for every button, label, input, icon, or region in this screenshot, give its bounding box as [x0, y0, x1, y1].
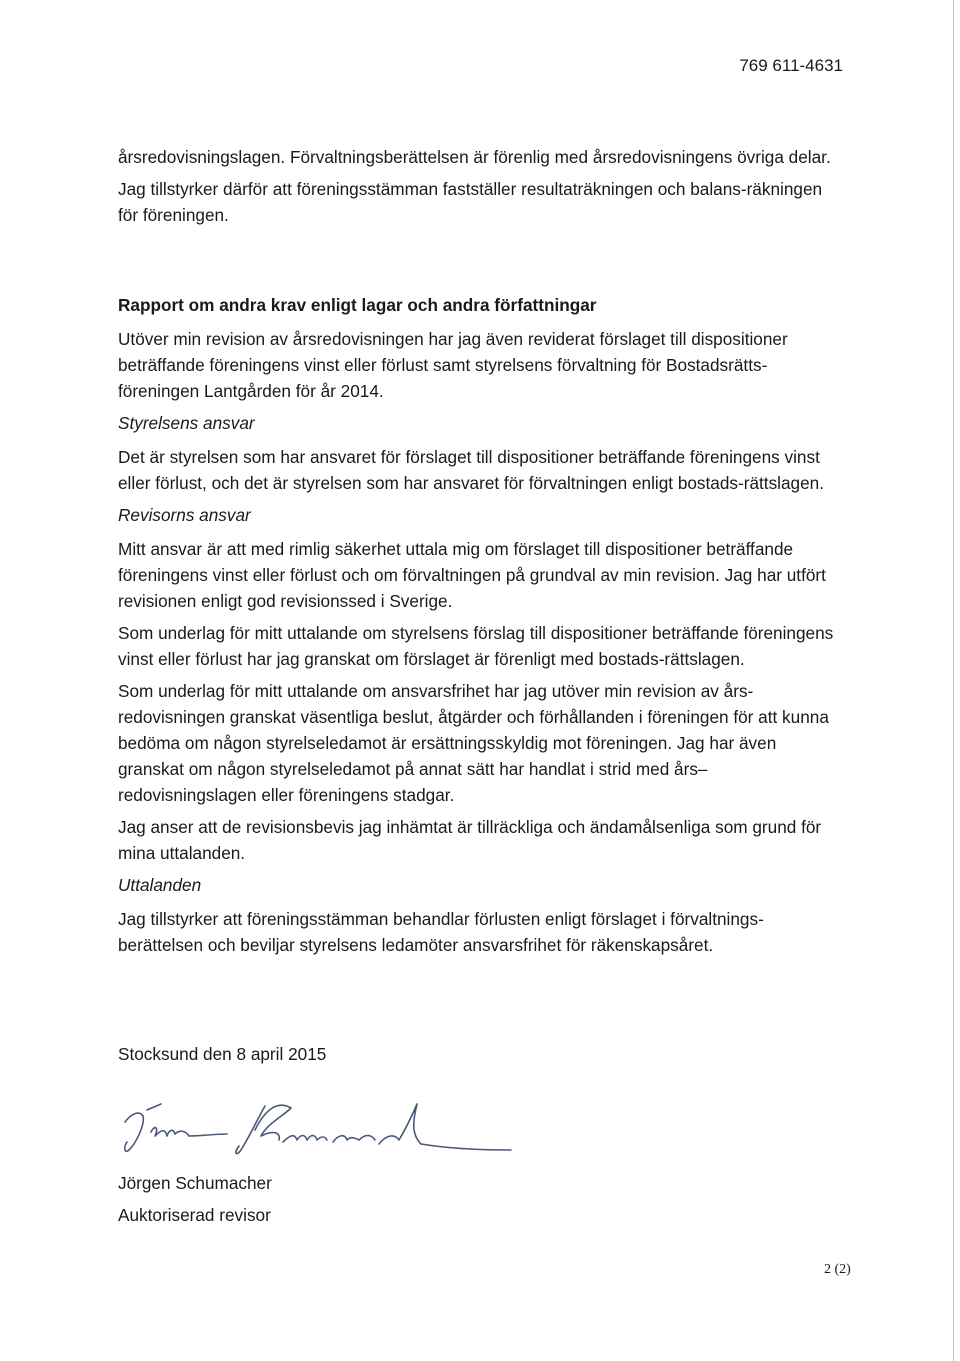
signer-name: Jörgen Schumacher: [118, 1173, 272, 1193]
statements-heading: Uttalanden: [118, 875, 202, 895]
auditor-paragraph-4: Jag anser att de revisionsbevis jag inhämtat är tillräckliga och ändamålsenliga som grund för mina uttalanden.: [118, 817, 822, 863]
intro-paragraph-1: årsredovisningslagen. Förvaltningsberättelsen är förenlig med årsredovisningens övriga delar.: [118, 147, 831, 167]
intro-paragraph-2: Jag tillstyrker därför att föreningsstämman fastställer resultaträkningen och balans-räkningen för föreningen.: [118, 179, 823, 225]
auditor-paragraph-1: Mitt ansvar är att med rimlig säkerhet uttala mig om förslaget till dispositioner beträffande föreningens vinst eller förlust och om förvaltningen på grundval av min revision. Jag har utfört revisionen enligt god revisionssed i Sverige.: [118, 539, 826, 611]
auditor-paragraph-2: Som underlag för mitt uttalande om styrelsens förslag till dispositioner beträffande föreningens vinst eller förlust har jag granskat om förslaget är förenligt med bostads-rättslagen.: [118, 623, 834, 669]
auditor-heading: Revisorns ansvar: [118, 505, 251, 525]
scan-edge-line: [953, 0, 954, 1361]
org-number: 769 611-4631: [739, 56, 843, 75]
board-heading: Styrelsens ansvar: [118, 413, 255, 433]
statements-text: Jag tillstyrker att föreningsstämman behandlar förlusten enligt förslaget i förvaltnings-berättelsen och beviljar styrelsens ledamöter ansvarsfrihet för räkenskapsåret.: [118, 909, 764, 955]
signer-title: Auktoriserad revisor: [118, 1205, 271, 1225]
page-number: 2 (2): [824, 1262, 851, 1277]
place-date: Stocksund den 8 april 2015: [118, 1044, 327, 1064]
handwritten-signature: [115, 1090, 515, 1165]
report-intro: Utöver min revision av årsredovisningen har jag även reviderat förslaget till dispositioner beträffande föreningens vinst eller förlust samt styrelsens förvaltning för Bostadsrätts-föreningen Lantgården för år 2014.: [118, 329, 788, 401]
intro-section: [118, 144, 846, 228]
report-section: [118, 292, 846, 958]
board-text: Det är styrelsen som har ansvaret för förslaget till dispositioner beträffande föreningens vinst eller förlust, och det är styrelsen som har ansvaret för förvaltningen enligt bostads-rättslagen.: [118, 447, 824, 493]
report-heading: Rapport om andra krav enligt lagar och andra författningar: [118, 295, 597, 315]
auditor-paragraph-3: Som underlag för mitt uttalande om ansvarsfrihet har jag utöver min revision av års-redovisningen granskat väsentliga beslut, åtgärder och förhållanden i föreningen för att kunna bedöma om någon styrelseledamot är ersättningsskyldig mot föreningen. Jag har även granskat om någon styrelseledamot på annat sätt har handlat i strid med års–redovisningslagen eller föreningens stadgar.: [118, 681, 829, 805]
